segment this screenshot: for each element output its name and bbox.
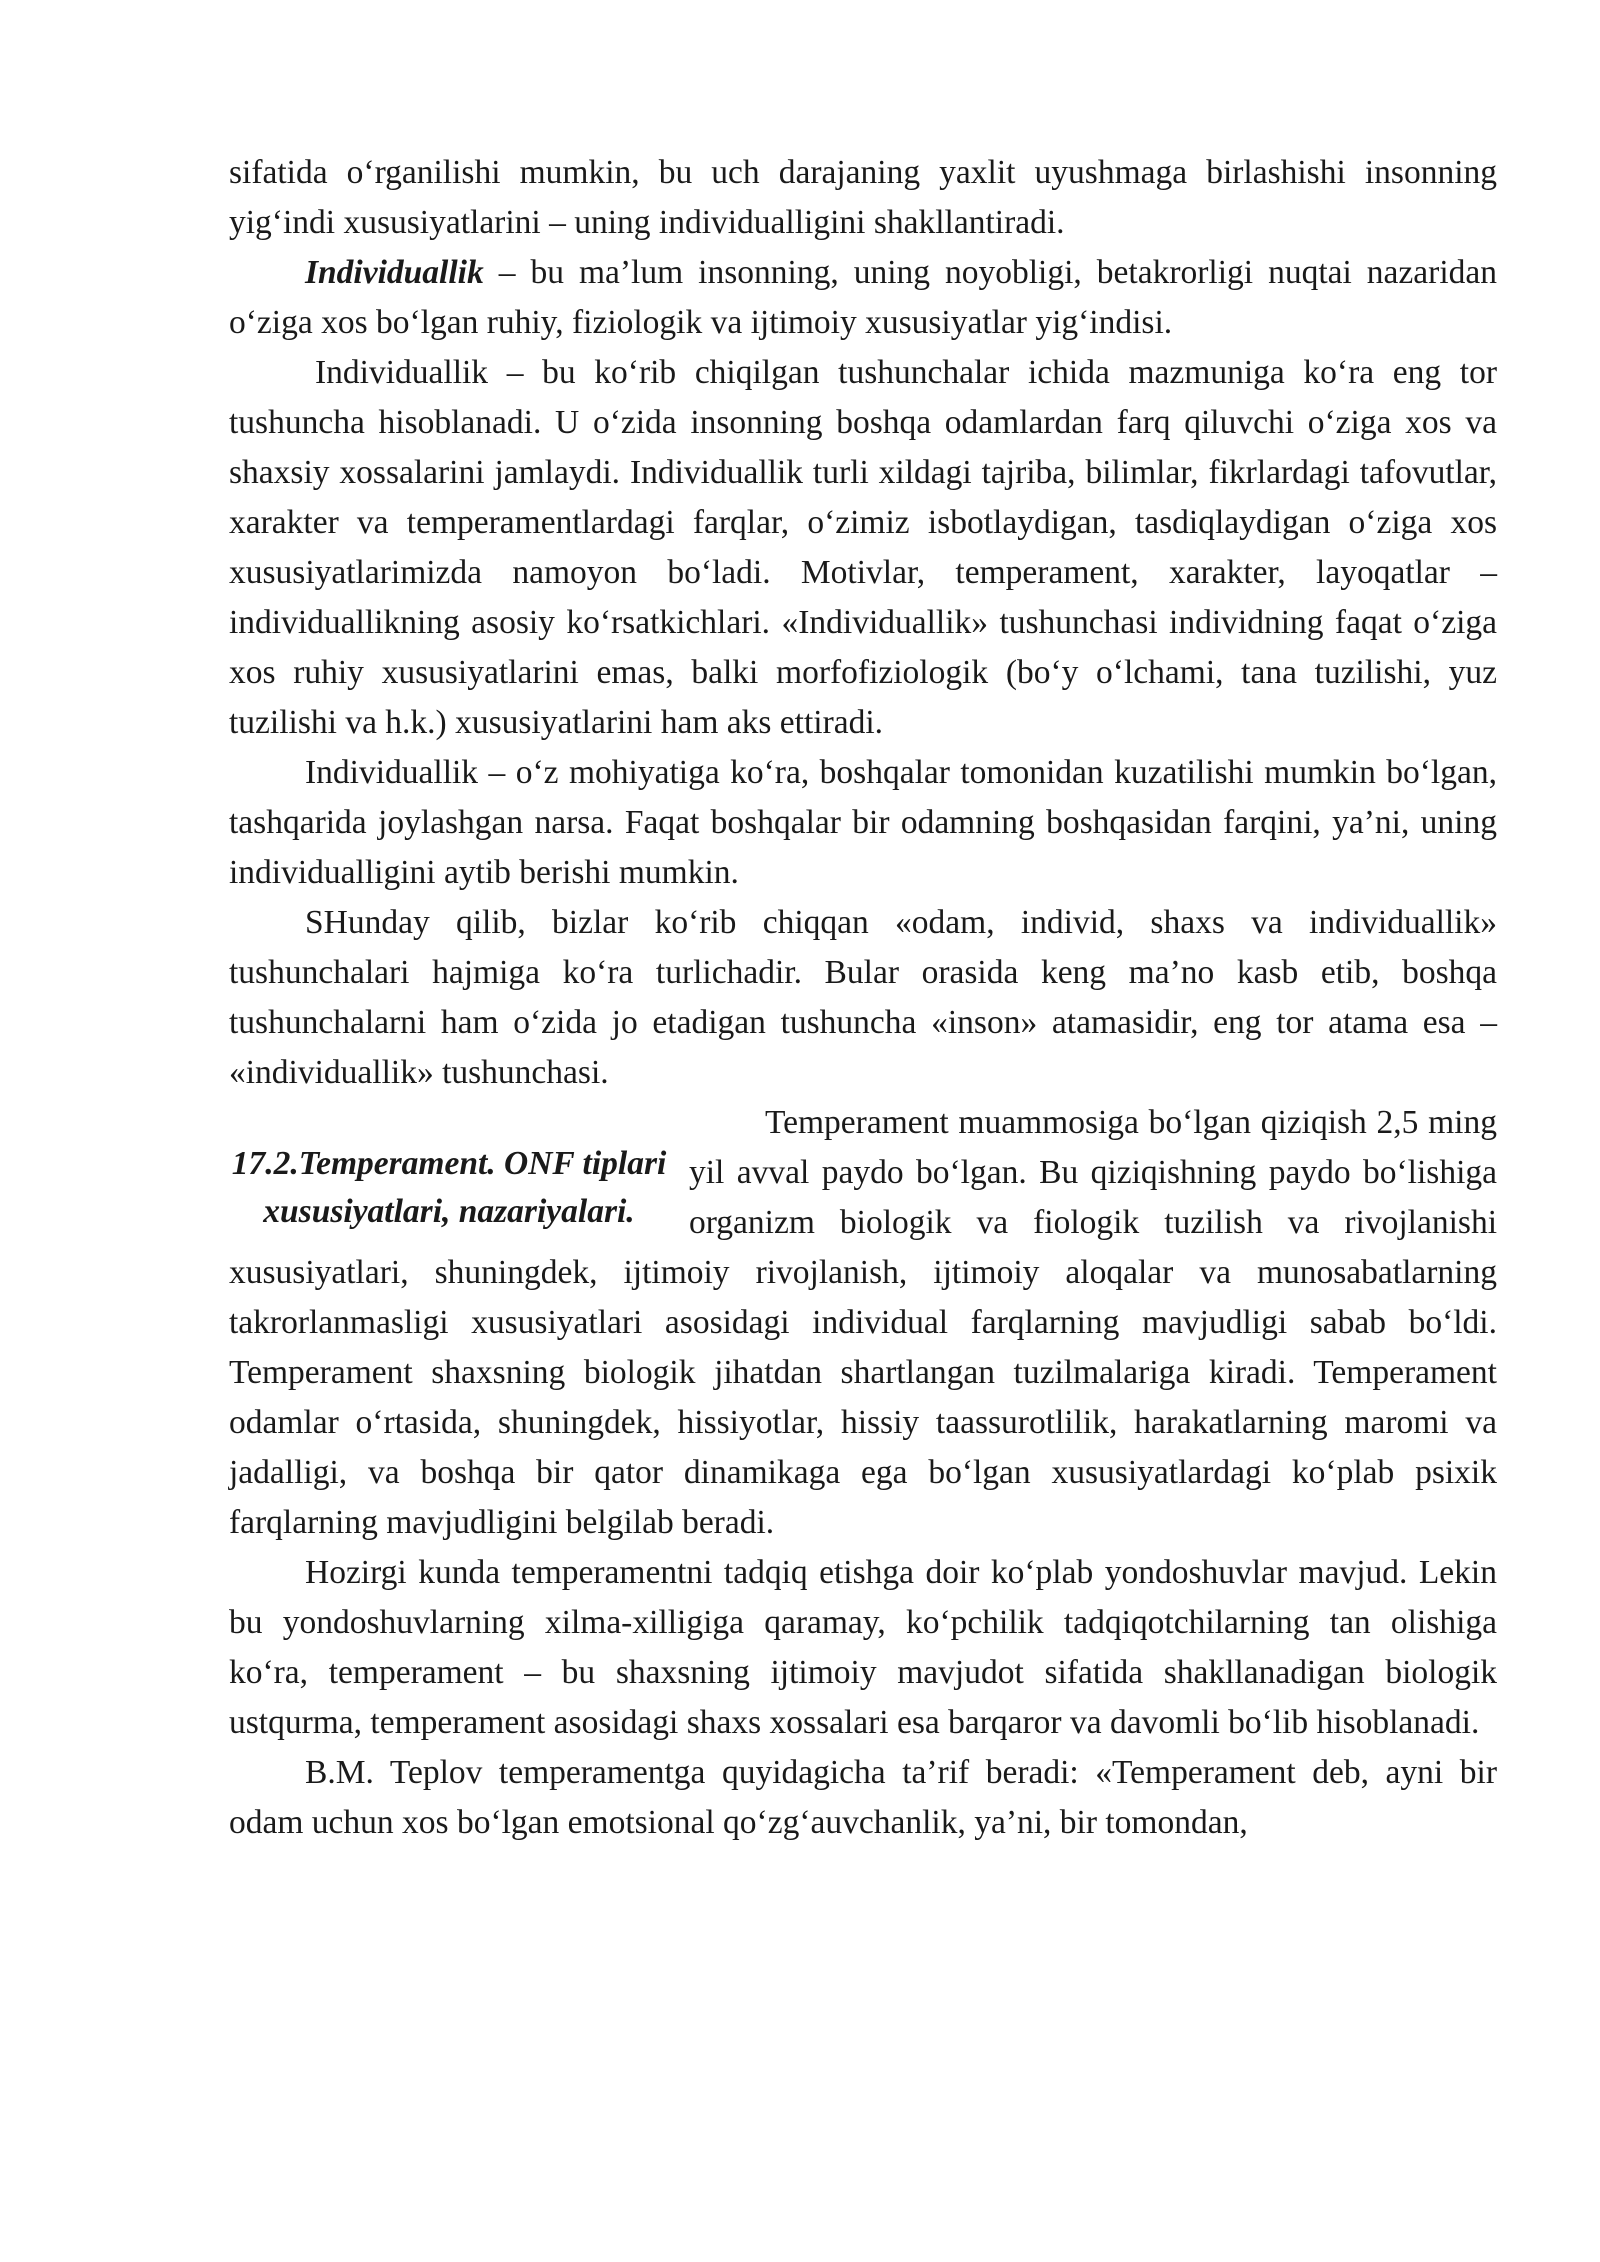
paragraph-individuallik-essence: Individuallik – o‘z mohiyatiga ko‘ra, boshqalar tomonidan kuzatilishi mumkin bo‘lgan, tashqarida joylashgan narsa. Faqat boshqalar bir odamning boshqasidan farqini, ya’ni, uning individualligini aytib berishi mumkin.: [229, 754, 1497, 891]
document-page: [229, 148, 1497, 1848]
paragraph-teplov-definition: B.M. Teplov temperamentga quyidagicha ta’rif beradi: «Temperament deb, ayni bir odam uchun xos bo‘lgan emotsional qo‘zg‘auvchanlik, ya’ni, bir tomondan,: [229, 1754, 1497, 1841]
paragraph-temperament-intro: Temperament muammosiga bo‘lgan qiziqish 2,5 ming yil avval paydo bo‘lgan. Bu qiziqishning paydo bo‘lishiga organizm biologik va fiologik tuzilish va rivojlanishi xususiyatlari, shuningdek, ijtimoiy rivojlanish, ijtimoiy aloqalar va munosabatlarning takrorlanmasligi xususiyatlari asosidagi individual farqlarning mavjudligi sabab bo‘ldi. Temperament shaxsning biologik jihatdan shartlangan tuzilmalariga kiradi. Temperament odamlar o‘rtasida, shuningdek, hissiyotlar, hissiy taassurotlilik, harakatlarning maromi va jadalligi, va boshqa bir qator dinamikaga ega bo‘lgan xususiyatlardagi ko‘plab psixik farqlarning mavjudligini belgilab beradi.: [229, 1104, 1497, 1541]
section-heading: 17.2.Temperament. ONF tiplari xususiyatlari, nazariyalari.: [231, 1145, 667, 1230]
term-individuallik: Individuallik: [305, 254, 484, 291]
definition-text: – bu ma’lum insonning, uning noyobligi, betakrorligi nuqtai nazaridan o‘ziga xos bo‘lgan ruhiy, fiziologik va ijtimoiy xususiyatlar yig‘indisi.: [229, 254, 1497, 341]
paragraph-temperament-approaches: Hozirgi kunda temperamentni tadqiq etishga doir ko‘plab yondoshuvlar mavjud. Lekin bu yondoshuvlarning xilma-xilligiga qaramay, ko‘pchilik tadqiqotchilarning tan olishiga ko‘ra, temperament – bu shaxsning ijtimoiy mavjudot sifatida shakllanadigan biologik ustqurma, temperament asosidagi shaxs xossalari esa barqaror va davomli bo‘lib hisoblanadi.: [229, 1554, 1497, 1741]
paragraph-concepts-summary: SHunday qilib, bizlar ko‘rib chiqqan «odam, individ, shaxs va individuallik» tushunchalari hajmiga ko‘ra turlichadir. Bular orasida keng ma’no kasb etib, boshqa tushunchalarni ham o‘zida jo etadigan tushuncha «inson» atamasidir, eng tor atama esa – «individuallik» tushunchasi.: [229, 904, 1497, 1091]
paragraph-individuallik-definition: [229, 248, 1497, 348]
paragraph-continuation: sifatida o‘rganilishi mumkin, bu uch darajaning yaxlit uyushmaga birlashishi insonning yig‘indi xususiyatlarini – uning individualligini shakllantiradi.: [229, 154, 1497, 241]
paragraph-individuallik-scope: Individuallik – bu ko‘rib chiqilgan tushunchalar ichida mazmuniga ko‘ra eng tor tushuncha hisoblanadi. U o‘zida insonning boshqa odamlardan farq qiluvchi o‘ziga xos va shaxsiy xossalarini jamlaydi. Individuallik turli xildagi tajriba, bilimlar, fikrlardagi tafovutlar, xarakter va temperamentlardagi farqlar, o‘zimiz isbotlaydigan, tasdiqlaydigan o‘ziga xos xususiyatlarimizda namoyon bo‘ladi. Motivlar, temperament, xarakter, layoqatlar – individuallikning asosiy ko‘rsatkichlari. «Individuallik» tushunchasi individning faqat o‘ziga xos ruhiy xususiyatlarini emas, balki morfofiziologik (bo‘y o‘lchami, tana tuzilishi, yuz tuzilishi va h.k.) xususiyatlarini ham aks ettiradi.: [229, 354, 1497, 741]
